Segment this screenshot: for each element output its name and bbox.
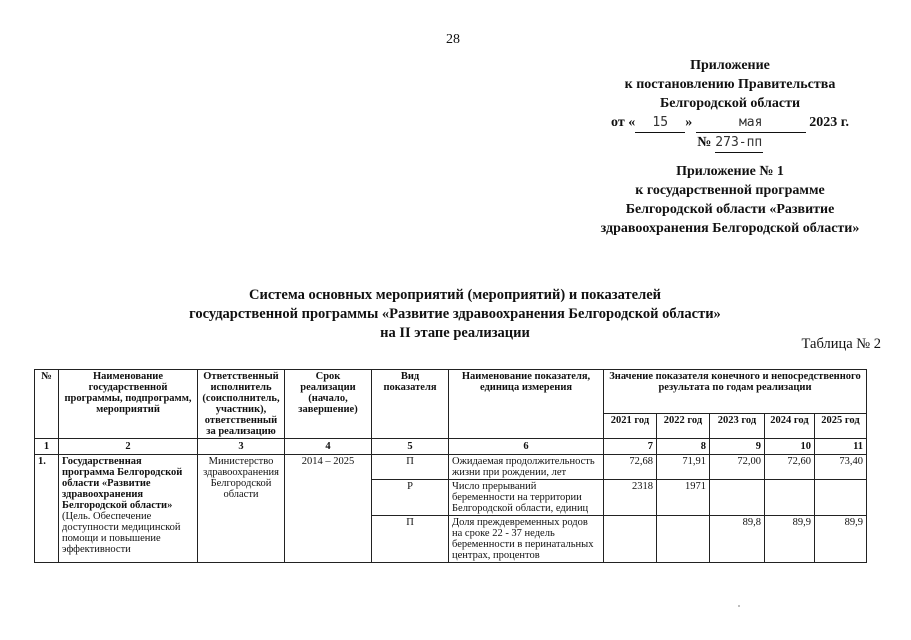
date-month: мая xyxy=(696,113,806,133)
header-year: 2025 год xyxy=(815,414,867,439)
header-year: 2022 год xyxy=(657,414,710,439)
value-2024: 72,60 xyxy=(765,455,815,480)
document-title xyxy=(120,286,790,343)
appendix2-line3: Белгородской области «Развитие xyxy=(625,202,835,217)
indicators-table xyxy=(34,369,867,563)
decree-date xyxy=(560,113,900,133)
date-year: 2023 г. xyxy=(809,115,849,130)
value-2021: 2318 xyxy=(604,480,657,516)
col-number: 3 xyxy=(198,439,285,455)
number-value: 273-пп xyxy=(715,133,763,153)
header-year: 2023 год xyxy=(710,414,765,439)
indicator-kind: П xyxy=(372,516,449,563)
header-year: 2021 год xyxy=(604,414,657,439)
col-number: 1 xyxy=(35,439,59,455)
col-number: 8 xyxy=(657,439,710,455)
appendix-decree-block xyxy=(560,56,900,153)
scan-speck xyxy=(738,605,740,607)
value-2022 xyxy=(657,516,710,563)
indicator-name: Число прерываний беременности на территории Белгородской области, единиц xyxy=(449,480,604,516)
value-2023 xyxy=(710,480,765,516)
implementation-term: 2014 – 2025 xyxy=(285,455,372,563)
program-name-cell xyxy=(59,455,198,563)
title-line1: Система основных мероприятий (мероприятий) и показателей xyxy=(249,287,661,303)
value-2025: 73,40 xyxy=(815,455,867,480)
appendix-line3: Белгородской области xyxy=(659,96,801,111)
header-kind: Вид показателя xyxy=(372,370,449,439)
col-number: 6 xyxy=(449,439,604,455)
program-goal: (Цель. Обеспечение доступности медицинской помощи и повышение эффективности xyxy=(62,511,181,555)
value-2024: 89,9 xyxy=(765,516,815,563)
header-year: 2024 год xyxy=(765,414,815,439)
header-values: Значение показателя конечного и непосредственного результата по годам реализации xyxy=(604,370,867,414)
table-label: Таблица № 2 xyxy=(801,336,881,352)
header-responsible: Ответственный исполнитель (соисполнитель, участник), ответственный за реализацию xyxy=(198,370,285,439)
value-2025: 89,9 xyxy=(815,516,867,563)
indicator-name: Ожидаемая продолжительность жизни при рождении, лет xyxy=(449,455,604,480)
title-line2: государственной программы «Развитие здравоохранения Белгородской области» xyxy=(189,306,721,322)
date-day: 15 xyxy=(635,113,685,133)
value-2023: 89,8 xyxy=(710,516,765,563)
value-2024 xyxy=(765,480,815,516)
date-mid: » xyxy=(685,115,693,130)
decree-number xyxy=(560,133,900,153)
value-2022: 71,91 xyxy=(657,455,710,480)
value-2022: 1971 xyxy=(657,480,710,516)
header-no: № xyxy=(35,370,59,439)
appendix-line2: к постановлению Правительства xyxy=(624,77,836,92)
col-number: 5 xyxy=(372,439,449,455)
program-name: Государственная программа Белгородской области «Развитие здравоохранения Белгородской области» xyxy=(62,456,183,511)
responsible-executor: Министерство здравоохранения Белгородской области xyxy=(198,455,285,563)
title-line3: на II этапе реализации xyxy=(380,325,530,341)
col-number: 11 xyxy=(815,439,867,455)
date-prefix: от « xyxy=(611,115,636,130)
value-2025 xyxy=(815,480,867,516)
appendix-program-block xyxy=(560,162,900,238)
page-number: 28 xyxy=(446,32,460,47)
appendix2-line2: к государственной программе xyxy=(635,183,825,198)
header-term: Срок реализации (начало, завершение) xyxy=(285,370,372,439)
header-indicator: Наименование показателя, единица измерения xyxy=(449,370,604,439)
header-name: Наименование государственной программы, подпрограмм, мероприятий xyxy=(59,370,198,439)
number-prefix: № xyxy=(697,135,712,150)
appendix2-line4: здравоохранения Белгородской области» xyxy=(600,221,860,236)
indicator-name: Доля преждевременных родов на сроке 22 - 37 недель беременности в перинатальных центрах, процентов xyxy=(449,516,604,563)
indicator-kind: Р xyxy=(372,480,449,516)
appendix2-title: Приложение № 1 xyxy=(676,164,784,179)
col-number: 9 xyxy=(710,439,765,455)
col-number: 7 xyxy=(604,439,657,455)
row-number: 1. xyxy=(35,455,59,563)
col-number: 10 xyxy=(765,439,815,455)
col-number: 4 xyxy=(285,439,372,455)
value-2021: 72,68 xyxy=(604,455,657,480)
appendix-title: Приложение xyxy=(690,58,770,73)
value-2023: 72,00 xyxy=(710,455,765,480)
col-number: 2 xyxy=(59,439,198,455)
table-row xyxy=(35,455,867,480)
indicator-kind: П xyxy=(372,455,449,480)
value-2021 xyxy=(604,516,657,563)
